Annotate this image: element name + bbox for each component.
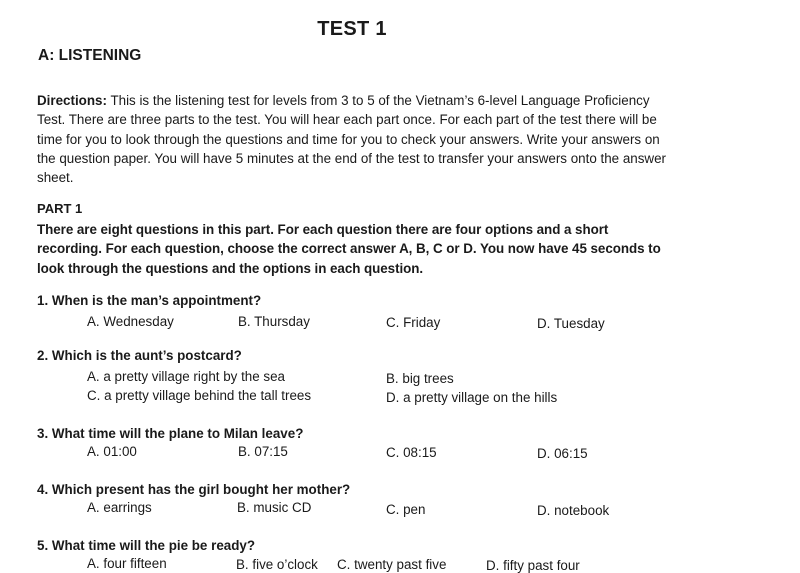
q3-option-c: C. 08:15 bbox=[386, 445, 437, 460]
q5-option-d: D. fifty past four bbox=[486, 558, 580, 573]
question-2: 2. Which is the aunt’s postcard? bbox=[37, 348, 242, 363]
q4-option-a: A. earrings bbox=[87, 500, 152, 515]
q2-option-b: B. big trees bbox=[386, 371, 454, 386]
q3-option-b: B. 07:15 bbox=[238, 444, 288, 459]
q1-option-c: C. Friday bbox=[386, 315, 441, 330]
q1-option-b: B. Thursday bbox=[238, 314, 310, 329]
directions-text: This is the listening test for levels from 3 to 5 of the Vietnam’s 6-level Language Proficiency Test. There are three parts to the test. You will hear each part once. For each part of the test there will be time for you to look through the questions and time for you to check your answers. Write your answers on the question paper. You will have 5 minutes at the end of the test to transfer your answers onto the answer sheet. bbox=[37, 93, 667, 186]
section-title: A: LISTENING bbox=[38, 47, 142, 64]
directions-label: Directions: bbox=[37, 93, 107, 108]
q1-option-d: D. Tuesday bbox=[537, 316, 605, 331]
q3-option-d: D. 06:15 bbox=[537, 446, 588, 461]
question-1: 1. When is the man’s appointment? bbox=[37, 293, 262, 308]
q5-option-a: A. four fifteen bbox=[87, 556, 167, 571]
q2-option-d: D. a pretty village on the hills bbox=[386, 390, 558, 405]
q3-option-a: A. 01:00 bbox=[87, 444, 137, 459]
part-1-label: PART 1 bbox=[37, 201, 83, 216]
question-4: 4. Which present has the girl bought her mother? bbox=[37, 482, 351, 497]
q4-option-c: C. pen bbox=[386, 502, 426, 517]
question-3: 3. What time will the plane to Milan leave? bbox=[37, 426, 304, 441]
q4-option-b: B. music CD bbox=[237, 500, 312, 515]
part-1-intro: There are eight questions in this part. For each question there are four options and a short recording. For each question, choose the correct answer A, B, C or D. You now have 45 seconds to look through the questions and the options in each question. bbox=[37, 222, 661, 276]
question-5: 5. What time will the pie be ready? bbox=[37, 538, 256, 553]
q2-option-c: C. a pretty village behind the tall trees bbox=[87, 388, 312, 403]
q5-option-b: B. five o’clock bbox=[236, 557, 318, 572]
q2-option-a: A. a pretty village right by the sea bbox=[87, 369, 285, 384]
directions-paragraph bbox=[37, 91, 669, 187]
q4-option-d: D. notebook bbox=[537, 503, 610, 518]
test-title: TEST 1 bbox=[317, 18, 387, 40]
q1-option-a: A. Wednesday bbox=[87, 314, 174, 329]
q5-option-c: C. twenty past five bbox=[337, 557, 447, 572]
